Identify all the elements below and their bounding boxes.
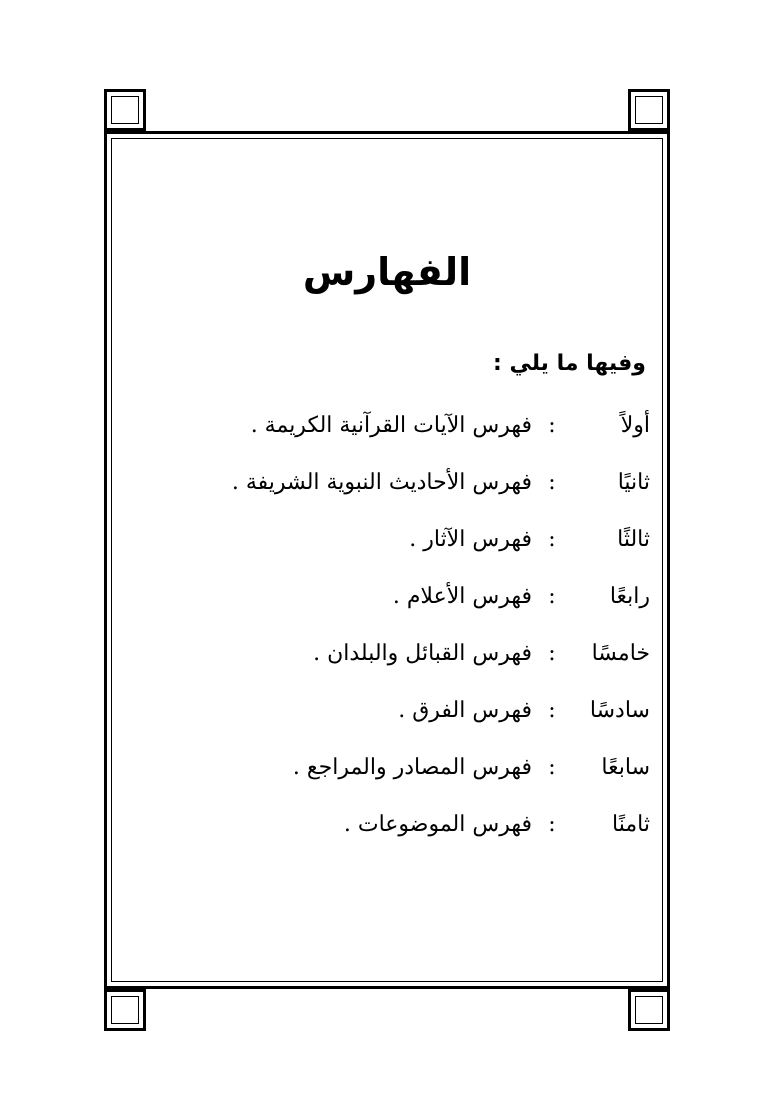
- item-text: فهرس المصادر والمراجع .: [292, 755, 532, 780]
- item-ordinal: سابعًا: [601, 755, 650, 780]
- item-ordinal: ثامنًا: [612, 812, 650, 837]
- list-item: [190, 454, 650, 511]
- index-list: [190, 397, 650, 853]
- item-separator: :: [548, 527, 556, 552]
- item-ordinal: أولاً: [620, 413, 650, 438]
- item-ordinal: خامسًا: [591, 641, 650, 666]
- item-text: فهرس الموضوعات .: [343, 812, 532, 837]
- corner-ornament-bottom-right: [628, 989, 670, 1031]
- list-item: [190, 682, 650, 739]
- item-separator: :: [548, 641, 556, 666]
- page-title: الفهارس: [302, 250, 472, 294]
- item-text: فهرس الآثار .: [409, 527, 532, 552]
- item-ordinal: رابعًا: [609, 584, 650, 609]
- item-text: فهرس الآيات القرآنية الكريمة .: [250, 413, 532, 438]
- corner-ornament-top-right: [628, 89, 670, 131]
- list-item: [190, 568, 650, 625]
- item-text: فهرس الأعلام .: [392, 584, 532, 609]
- list-item: [190, 739, 650, 796]
- list-item: [190, 796, 650, 853]
- list-item: [190, 511, 650, 568]
- list-item: [190, 397, 650, 454]
- list-item: [190, 625, 650, 682]
- intro-heading: وفيها ما يلي :: [492, 351, 646, 376]
- item-ordinal: سادسًا: [589, 698, 650, 723]
- item-ordinal: ثانيًا: [617, 470, 650, 495]
- item-separator: :: [548, 413, 556, 438]
- item-separator: :: [548, 755, 556, 780]
- item-text: فهرس الأحاديث النبوية الشريفة .: [231, 470, 532, 495]
- item-separator: :: [548, 698, 556, 723]
- item-text: فهرس الفرق .: [398, 698, 532, 723]
- item-separator: :: [548, 584, 556, 609]
- item-separator: :: [548, 470, 556, 495]
- item-ordinal: ثالثًا: [617, 527, 650, 552]
- corner-ornament-top-left: [104, 89, 146, 131]
- item-separator: :: [548, 812, 556, 837]
- corner-ornament-bottom-left: [104, 989, 146, 1031]
- item-text: فهرس القبائل والبلدان .: [313, 641, 532, 666]
